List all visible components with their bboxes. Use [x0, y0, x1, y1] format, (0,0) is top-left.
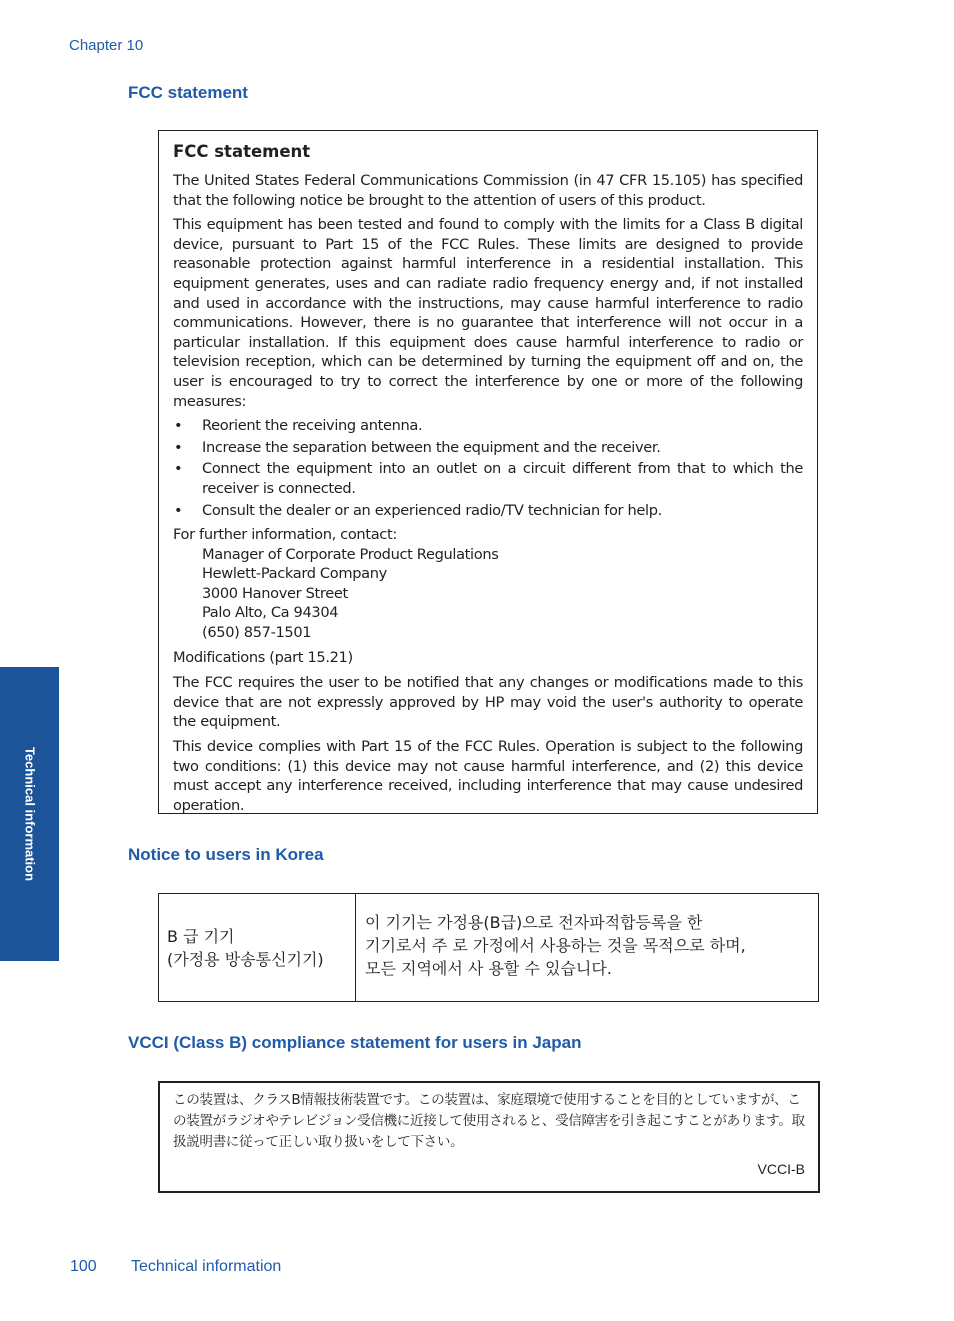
footer-section-title: Technical information	[131, 1258, 282, 1275]
fcc-paragraph: The FCC requires the user to be notified that any changes or modifications made to this device that are not expressly approved by HP may void the user's authority to operate the equipment.	[173, 674, 803, 731]
fcc-box-title: FCC statement	[173, 142, 311, 161]
contact-line: Palo Alto, Ca 94304	[202, 604, 339, 622]
list-item: • Reorient the receiving antenna.	[173, 416, 803, 436]
list-item: • Consult the dealer or an experienced radio/TV technician for help.	[173, 501, 803, 521]
korea-table-left-cell	[159, 894, 356, 1001]
japan-section-heading: VCCI (Class B) compliance statement for users in Japan	[128, 1033, 582, 1052]
korea-section-heading: Notice to users in Korea	[128, 845, 324, 864]
korea-notice-line: 모든 지역에서 사 용할 수 있습니다.	[365, 959, 612, 978]
korea-class-label: B 급 기기	[167, 926, 235, 946]
contact-line: Manager of Corporate Product Regulations	[202, 545, 499, 563]
modifications-label: Modifications (part 15.21)	[173, 648, 353, 666]
fcc-paragraph: The United States Federal Communications Commission (in 47 CFR 15.105) has specified that the following notice be brought to the attention of users of this product.	[173, 172, 803, 209]
vcci-statement-text: この装置は、クラスB情報技術装置です。この装置は、家庭環境で使用することを目的としていますが、この装置がラジオやテレビジョン受信機に近接して使用されると、受信障害を引き起こすことがあります。取扱説明書に従って正しい取り扱いをして下さい。	[173, 1092, 805, 1150]
chapter-label: Chapter 10	[69, 37, 144, 54]
page-number: 100	[70, 1258, 97, 1275]
vcci-code: VCCI-B	[757, 1161, 805, 1177]
contact-line: (650) 857-1501	[202, 624, 312, 642]
fcc-paragraph: This equipment has been tested and found to comply with the limits for a Class B digital device, pursuant to Part 15 of the FCC Rules. These limits are designed to provide reasonable protection against harmful interference in a residential installation. This equipment generates, uses and can radiate radio frequency energy and, if not installed and used in accordance with the instructions, may cause harmful interference to radio communications. However, there is no guarantee that interference will not occur in a particular installation. If this equipment does cause harmful interference to radio or television reception, which can be determined by turning the equipment off and on, the user is encouraged to try to correct the interference by one or more of the following measures:	[173, 216, 803, 410]
contact-address	[173, 545, 803, 643]
korea-class-description: (가정용 방송통신기기)	[167, 949, 324, 969]
fcc-statement-box	[158, 130, 818, 814]
side-tab-label: Technical information	[22, 746, 37, 882]
contact-line: 3000 Hanover Street	[202, 584, 348, 602]
korea-notice-line: 이 기기는 가정용(B급)으로 전자파적합등록을 한	[365, 913, 703, 932]
korea-table-right-cell	[356, 894, 818, 1001]
side-tab	[0, 667, 59, 961]
fcc-section-heading: FCC statement	[128, 83, 248, 102]
korea-notice-table	[158, 893, 819, 1002]
fcc-paragraph: This device complies with Part 15 of the FCC Rules. Operation is subject to the following two conditions: (1) this device may not cause harmful interference, and (2) this device must accept any interference received, including interference that may cause undesired operation.	[173, 738, 803, 814]
korea-notice-line: 기기로서 주 로 가정에서 사용하는 것을 목적으로 하며,	[365, 936, 746, 955]
contact-line: Hewlett-Packard Company	[202, 565, 387, 583]
fcc-measures-list	[173, 416, 803, 520]
list-item: • Increase the separation between the equipment and the receiver.	[173, 438, 803, 458]
vcci-statement-box	[158, 1081, 820, 1193]
contact-intro: For further information, contact:	[173, 526, 397, 544]
list-item: • Connect the equipment into an outlet on a circuit different from that to which the receiver is connected.	[173, 459, 803, 498]
